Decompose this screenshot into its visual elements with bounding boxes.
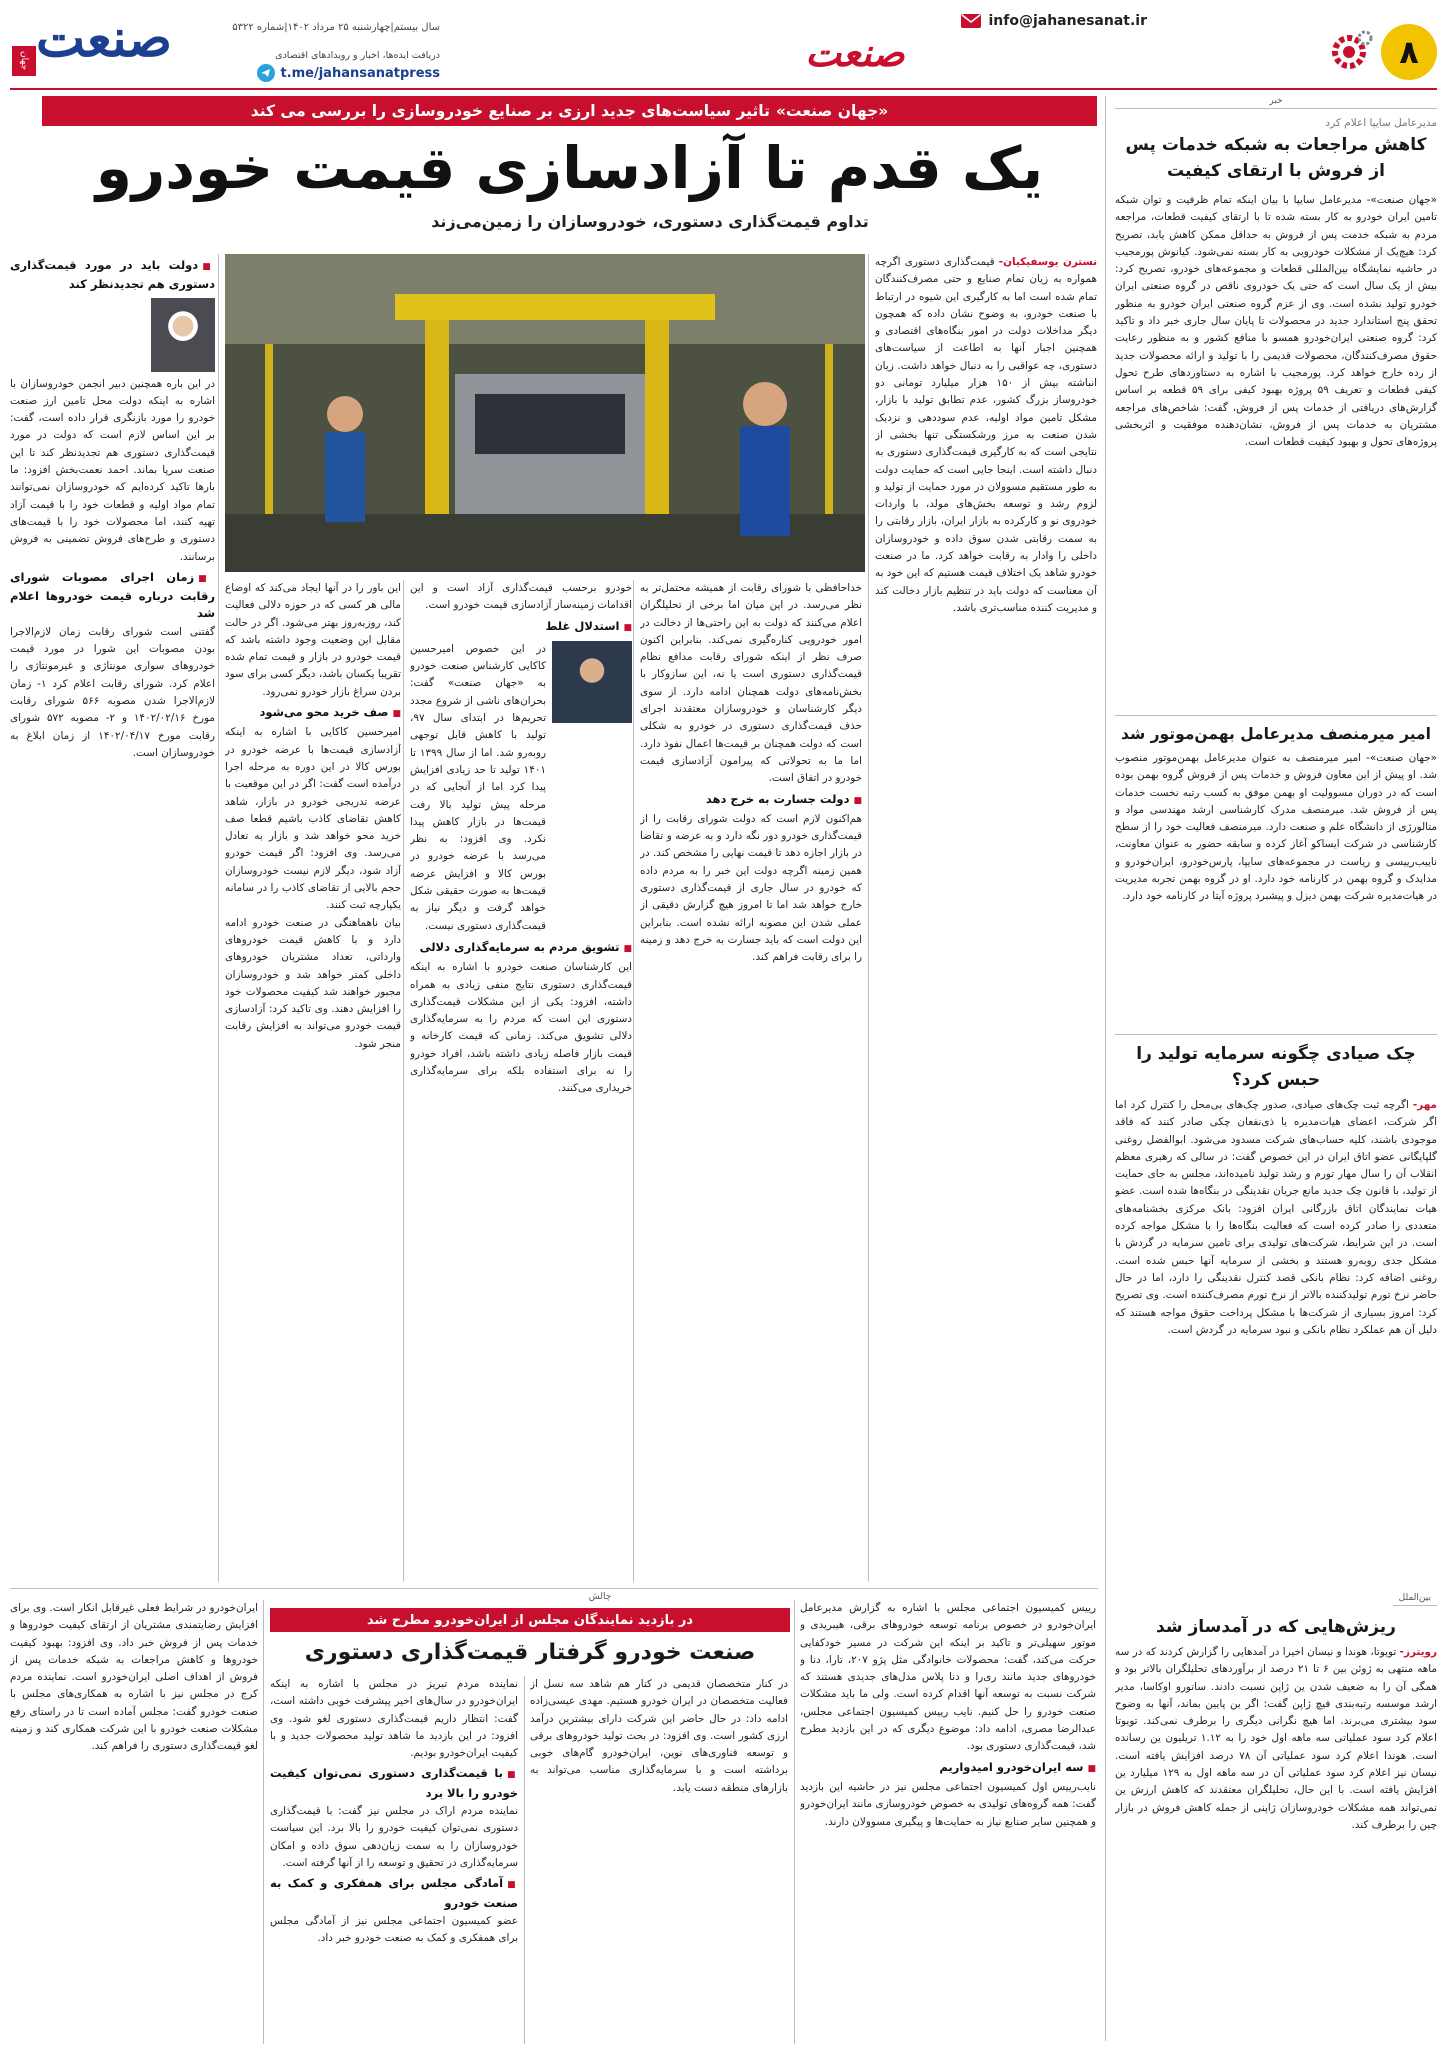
news-tag: خبر bbox=[1115, 96, 1437, 109]
assembly-line-illustration bbox=[225, 254, 865, 572]
bottom-col-a-text: رییس کمیسیون اجتماعی مجلس با اشاره به گزارش مدیرعامل ایران‌خودرو در خصوص برنامه توسعه خودروهای برقی، هیبریدی و موتور سهیلی‌تر و تاکید بر اینکه این شرکت در مسیر خودکفایی حرکت می‌کند، گفت: محصولات خانوادگی مثل پژو ۲۰۷، تارا، دنا و خودروهای جدید مانند ری‌را و دنا پلاس مدل‌های جدیدی هستند که شرکت نسبت به توسعه آنها اقدام کرده است. ولی ما باید مشکلات صنعت خودرو را حل کنیم. نایب رییس کمیسیون اجتماعی مجلس، عبدالرضا مصری، ادامه داد: موضوع دیگری که در این بازدید مطرح شد، قیمت‌گذاری دستوری بود. bbox=[800, 1602, 1096, 1753]
story3-body bbox=[1115, 1097, 1437, 1641]
bottom-col-a bbox=[800, 1600, 1096, 2044]
right-column bbox=[1115, 96, 1437, 1641]
bottom-col-c-subhead1: ■ با قیمت‌گذاری دستوری نمی‌توان کیفیت خودرو را بالا برد bbox=[270, 1765, 518, 1802]
main-subhead: تداوم قیمت‌گذاری دستوری، خودروسازان را زمین‌می‌زند bbox=[431, 212, 869, 231]
subhead-saf: ■ صف خرید محو می‌شود bbox=[225, 704, 401, 723]
story4-body bbox=[1115, 1644, 1437, 2049]
main-col4-text: این باور را در آنها ایجاد می‌کند که اوضاع مالی هر کسی که در حوزه دلالی فعالیت کند، روزبه‌روز بهتر می‌شود. اگر در حالت مقابل این وضعیت وجود داشته باشد که قیمت خودرو در بازار و قیمت تمام شده تقریبا یکسان باشد، دیگر کسی برای سود بردن سراغ بازار خودرو نمی‌رود. bbox=[225, 582, 401, 698]
story4-headline: ریزش‌هایی که در آمدساز شد bbox=[1156, 1617, 1396, 1637]
story1-kicker: مدیرعامل سایپا اعلام کرد bbox=[1325, 117, 1437, 129]
bottom-col-d bbox=[10, 1600, 258, 2044]
bottom-col-c2-text: نماینده مردم اراک در مجلس نیز گفت: با قیمت‌گذاری دستوری نمی‌توان کیفیت خودرو را بالا برد. این سیاست خودروسازان را به سمت زیان‌دهی سوق داده و امکان سرمایه‌گذاری در تحقیق و توسعه را از آنها گرفته است. bbox=[270, 1805, 518, 1869]
main-col2-text: خداحافظی با شورای رقابت از همیشه محتمل‌تر به نظر می‌رسد. در این میان اما برخی از تحلیلگران اعلام می‌کنند که دولت به این راحتی‌ها از دخالت در امور خودرویی کناره‌گیری نمی‌کند. بنابراین اکنون صرف نظر از اینکه شورای رقابت مدافع نظام قیمت‌گذاری دستوری است یا نه، این سازوکار با بخش‌نامه‌های دولت همچنان ادامه دارد. از سوی دیگر کارشناسان و خودروسازان معتقدند اجرای حذف قیمت‌گذاری دستوری در خودرو به شکلی است که دولت همچنان بر قیمت‌ها اعمال نفوذ دارد. اما ما به تحولاتی که پیرامون آزادسازی قیمت خودرو در اتفاق است. bbox=[640, 582, 862, 785]
main-col4 bbox=[225, 580, 401, 1582]
email-address[interactable]: info@jahanesanat.ir bbox=[988, 13, 1147, 29]
bottom-col-a-subhead: ■ سه ایران‌خودرو امیدواریم bbox=[800, 1759, 1096, 1778]
subhead-tashvigh: ■ تشویق مردم به سرمایه‌گذاری دلالی bbox=[410, 939, 632, 958]
bottom-col-c-subhead2: ■ آمادگی مجلس برای همفکری و کمک به صنعت خودرو bbox=[270, 1875, 518, 1912]
logo-wordmark: صنعت bbox=[36, 8, 172, 69]
main-col6 bbox=[10, 254, 215, 1582]
bottom-col-c bbox=[270, 1676, 518, 2044]
main-headline: یک قدم تا آزادسازی قیمت خودرو bbox=[95, 134, 1044, 202]
bottom-col-c-text: نماینده مردم تبریز در مجلس با اشاره به اینکه ایران‌خودرو در سال‌های اخیر پیشرفت خوبی داشته است، گفت: انتظار داریم قیمت‌گذاری دستوری لغو شود. وی افزود: در این بازدید ما شاهد تولید محصولات جدید و با کیفیت ایران‌خودرو بودیم. bbox=[270, 1678, 518, 1760]
bottom-kicker: در بازدید نمایندگان مجلس از ایران‌خودرو مطرح شد bbox=[270, 1608, 790, 1632]
main-kicker bbox=[42, 96, 1097, 126]
expert-photo bbox=[552, 641, 632, 723]
story1-headline: کاهش مراجعات به شبکه خدمات پس از فروش با ارتقای کیفیت bbox=[1125, 135, 1427, 181]
telegram-handle[interactable]: t.me/jahansanatpress bbox=[280, 65, 440, 81]
page-number: ۸ bbox=[1381, 24, 1437, 80]
bottom-col-b-text: در کنار متخصصان قدیمی در کنار هم شاهد سه نسل از فعالیت متخصصان در ایران خودرو هستیم. مهدی عیسی‌زاده ادامه داد: در حال حاضر این شرکت دارای بیشترین درآمد ارزی کشور است. وی افزود: در بحث تولید خودروهای برقی و توسعه فناوری‌های نوین، ایران‌خودرو گام‌های خوبی برداشته است و با سرمایه‌گذاری مناسب می‌تواند به بازارهای منطقه دست یابد. bbox=[530, 1678, 788, 1794]
main-col6a-text: در این باره همچنین دبیر انجمن خودروسازان با اشاره به اینکه دولت محل تامین ارز صنعت خودرو را مورد بازنگری قرار داده است، گفت: بر این اساس لازم است که دولت در مورد قیمت‌گذاری دستوری هم تجدیدنظر کند تا این صنعت سرپا بماند. احمد نعمت‌بخش افزود: ما بارها تاکید کرده‌ایم که خودروسازان نمی‌توانند تمام مواد اولیه و قطعات خود را با قیمت آزاد تهیه کنند، اما محصولات خود را با قیمت‌های دستوری و طرح‌های فروش تضمینی به فروش برسانند. bbox=[10, 377, 215, 563]
main-col2b-text: هم‌اکنون لازم است که دولت شورای رقابت را از قیمت‌گذاری خودرو دور نگه دارد و به عرضه و تقاضا در بازار اجازه دهد تا قیمت نهایی را مشخص کند. در همین زمینه اگرچه دولت این خبر را به مردم داده که خودرو در سال جاری از قیمت‌گذاری دستوری خارج خواهد شد اما تا امروز هیچ گزارش دقیقی از عملی شدن این مصوبه ارائه نشده است. بنابراین این دولت است که باید جسارت به خرج دهد و زمینه را برای رقابت فراهم کند. bbox=[640, 812, 862, 964]
story4-text: تویوتا، هوندا و نیسان اخیرا در آمدهایی را گزارش کردند که در سه ماهه منتهی به ژوئن بین ۶ تا ۲۱ درصد از برآوردهای تحلیلگران بالاتر بود و همگی آن را به ضعیف شدن ین ژاپن نسبت دادند. ساتورو اوکاسا، مدیر ارشد موسسه رتبه‌بندی فیچ ژاپن گفت: اگر ین پایین بماند، آنها به وضوح سود بیشتری می‌برند. اما هیچ نگرانی دیگری را برطرف نمی‌کند. تویوتا اعلام کرد سود عملیاتی سه ماهه اول خود را به ۱.۱۲ تریلیون ین رسانده است. هوندا اعلام کرد سود عملیاتی آن ۷۸ درصد افزایش یافته است. نیسان نیز اعلام کرد سود عملیاتی آن در سه ماهه اول به ۱۲۹ میلیارد ین افزایش یافته است. با این حال، تحلیلگران معتقدند که کاهش ارزش ین نمی‌تواند همه مشکلات خودروسازان ژاپنی از جمله کاهش فروش در بازار چین را برطرف کند. bbox=[1115, 1646, 1437, 1831]
story3-headline: چک صیادی چگونه سرمایه تولید را حبس کرد؟ bbox=[1136, 1044, 1416, 1090]
kicker-prefix: «جهان صنعت» bbox=[775, 102, 889, 120]
main-col2 bbox=[640, 580, 862, 1582]
bottom-headline: صنعت خودرو گرفتار قیمت‌گذاری دستوری bbox=[304, 1640, 756, 1665]
subhead-tajdidnazar: ■ دولت باید در مورد قیمت‌گذاری دستوری هم تجدیدنظر کند bbox=[10, 257, 215, 294]
masthead bbox=[0, 0, 1447, 88]
telegram-caption: دریافت ایده‌ها، اخبار و رویدادهای اقتصادی bbox=[275, 50, 440, 61]
main-col6b-text: گفتنی است شورای رقابت زمان لازم‌الاجرا بودن مصوبات این شورا در مورد قیمت خودروهای سواری مونتاژی و غیرمونتاژی را اعلام کرد. شورای رقابت اعلام کرد ۱- زمان لازم‌الاجرا شدن مصوبه ۵۶۶ شورای رقابت مورخ ۱۴۰۲/۰۲/۱۶ و ۲- مصوبه ۵۷۲ شورای رقابت مورخ ۱۴۰۲/۰۴/۱۷ از زمان ابلاغ به خودروسازان است. bbox=[10, 625, 215, 759]
intl-story bbox=[1115, 1585, 1437, 2049]
subhead-shoraye-reghabat: ■ زمان اجرای مصوبات شورای رقابت درباره قیمت خودروها اعلام شد bbox=[10, 569, 215, 623]
intl-tag: بین‌الملل bbox=[1393, 1593, 1437, 1606]
bottom-col-c3-text: عضو کمیسیون اجتماعی مجلس نیز از آمادگی مجلس برای همفکری و کمک به صنعت خودرو خبر داد. bbox=[270, 1914, 518, 1945]
telegram-link[interactable] bbox=[200, 64, 440, 82]
story2-headline: امیر میرمنصف مدیرعامل بهمن‌موتور شد bbox=[1121, 725, 1431, 743]
logo bbox=[12, 10, 192, 80]
main-col1-text: قیمت‌گذاری دستوری اگرچه همواره به زیان تمام صنایع و حتی مصرف‌کنندگان تمام شده است اما به کارگیری این شیوه در ارتباط با صنعت خودرو، به وضوح نشان داده که همچون دیگر مداخلات دولت در امور بنگاه‌های اقتصادی و همچنین اجبار آنها به اطاعت از سیاست‌های دستوری، چه عواقبی را به دنبال خواهد داشت. زیان انباشته بیش از ۱۵۰ هزار میلیارد تومانی دو خودروساز بزرگ کشور، عدم تطابق تولید با بازار، مشکل تامین مواد اولیه، عدم سوددهی و نزدیک شدن صنعت به مرز ورشکستگی تنها بخشی از نتایجی است که به کارگیری قیمت‌گذاری دستوری به دنبال داشته است. اینجا جایی است که حمایت دولت به طور مستقیم مسوولان در مورد حمایت از تولید و لزوم رشد و توسعه بخش‌های مولد، با واردات خودروی نو و کارکرده به بازار ایران، بازار رقابتی را به سمت رقابتی شدن سوق داده و خودروسازان داخلی را وادار به رقابت خواهد کرد. ما در صنعت خودرو شاهد یک اختلاف قیمت هستیم که این خود به آن معناست که دولت باید در تنظیم بازار دخالت کند و مدیریت کننده مناسب‌تری باشد. bbox=[875, 256, 1097, 614]
main-col5-text: بیان ناهماهنگی در صنعت خودرو ادامه دارد و با کاهش قیمت خودروهای وارداتی، تعداد مشتریان خودروهای داخلی کمتر خواهد شد و خودروسازان مجبور خواهند شد کیفیت محصولات خود را افزایش دهند. وی تاکید کرد: آزادسازی قیمت خودرو می‌تواند به افزایش رقابت منجر شود. bbox=[225, 916, 401, 1050]
logo-badge: جهان bbox=[12, 46, 36, 76]
story1-body: «جهان صنعت»- مدیرعامل سایپا با بیان اینکه تمام ظرفیت و توان شبکه تامین ایران خودرو به کار بسته شده تا با ارتقای کیفیت قطعات، مراجعه مردم به شبکه خدمت پس از فروش به حداقل ممکن کاهش یابد، تصریح کرد: هیچ‌یک از مشکلات خودرویی به کار بسته نمی‌شود. کیانوش پورمجیب در حاشیه نمایشگاه بین‌المللی قطعات و مجموعه‌های خودرو، تصریح کرد: بیش از یک سال است که حتی یک خودروی ناقص در گروه صنعتی ایران خودرو تولید نشده است. وی از عزم گروه صنعتی ایران خودرو به منظور تحقق پنج استاندارد جدید در محصولات تا پایان سال جاری خبر داد و تاکید کرد: گروه صنعتی ایران‌خودرو همسو با منافع کشور و به منظور رعایت حقوق مصرف‌کنندگان، محصولات قدیمی را با تولید و ارائه محصولات جدید از رده خارج خواهد کرد. پورمجیب با اشاره به دستاوردهای طرح تحول کیفی قطعات و تعریف ۵۹ پروژه بهبود کیفی برای ۵۹ قطعه بر اساس گزارش‌های دریافتی از خدمات پس از فروش، گفت: شاخص‌های مراجعه مشتریان به خدمات پس از فروش، نشان‌دهنده موفقیت و اثربخشی پروژه‌های تحول و بهبود کیفیت قطعات است. bbox=[1115, 194, 1437, 449]
issue-line: سال بیستم|چهارشنبه ۲۵ مرداد ۱۴۰۲|شماره ۵۳۲۲ bbox=[232, 22, 440, 33]
main-col3b-text: در این خصوص امیرحسین کاکایی کارشناس صنعت خودرو به «جهان صنعت» گفت: بحران‌های ناشی از شروع مجدد تحریم‌ها در ابتدای سال ۹۷، تولید با کاهش قابل توجهی روبه‌رو شد. اما از سال ۱۳۹۹ تا ۱۴۰۱ تولید تا حد زیادی افزایش پیدا کرد اما از آنجایی که در مرحله پیش تولید بالا رفت قیمت‌ها در بازار کاهش پیدا نکرد. وی افزود: به نظر می‌رسد با عرضه خودرو در بورس کالا و افزایش عرضه قیمت‌ها به صورت حقیقی شکل خواهد گرفت و دیگر نیاز به قیمت‌گذاری دستوری نیست. bbox=[410, 642, 546, 932]
subhead-dolat-jasarat: ■ دولت جسارت به خرج دهد bbox=[640, 791, 862, 810]
main-col4b-text: امیرحسین کاکایی با اشاره به اینکه آزادسازی قیمت‌ها با عرضه خودرو در بورس کالا در این دوره به مرحله اجرا درآمده است گفت: اگر در این موقعیت با عرضه تدریجی خودرو در بازار، شاهد کاهش تقاضای کاذب باشیم قطعا صف خرید محو خواهد شد و بازار به تعادل می‌رسد. وی افزود: اگر قیمت خودرو آزاد شود، دیگر لازم نیست خودروسازان حجم بالایی از تقاضای کاذب را در سامانه یکپارچه ثبت کنند. bbox=[225, 726, 401, 912]
story2-body: «جهان صنعت»- امیر میرمنصف به عنوان مدیرعامل بهمن‌موتور منصوب شد. او پیش از این معاون فروش و خدمات پس از فروش گروه بهمن بوده است که در دوران مسوولیت او بهمن موفق به کسب رتبه نخست خدمات پس از فروش شد. میرمنصف مدرک کارشناسی ارشد مهندسی مواد و متالورژی از دانشگاه علم و صنعت دارد. میرمنصف فعالیت خود را از سطح کارشناسی در شرکت ایساکو آغاز کرده و سابقه حضور به عنوان معاونت، ناییب‌رییسی و ریاست در مجموعه‌های سایپا، پارس‌خودرو، ایران‌خودرو و مدایدک و گروه بهمن در کارنامه خود دارد. او در گروه بهمن تجربه مدیریت در هیات‌مدیره شرکت بهمن دیزل و پیشبرد پروژه آیتا در کارنامه خود دارد. bbox=[1115, 752, 1437, 903]
story3-text: اگرچه ثبت چک‌های صیادی، صدور چک‌های بی‌محل را کنترل کرد اما اگر شرکت، اعضای هیات‌مدیره یا ذی‌نفعان چکی صادر کنند که فاقد موجودی باشند، کلیه حساب‌های شرکت مسدود می‌شود. ابوالفضل روغنی گلپایگانی عضو اتاق ایران در این خصوص گفت: در سالی که رهبری معظم انقلاب آن را سال مهار تورم و رشد تولید نامیده‌اند، مجلس به جای حمایت از تولید، با قانون چک جدید مانع جریان نقدینگی در بنگاه‌ها شده است. عضو هیات نمایندگان اتاق بازرگانی ایران افزود: بانک مرکزی بخشنامه‌های متعددی را صادر کرده است که فعالیت بنگاه‌ها را با مشکل مواجه کرده است. در این شرایط، شرکت‌های تولیدی برای تامین سرمایه در گردش با مشکل جدی روبه‌رو هستند و بخشی از سرمایه آنها حبس شده است. روغنی اضافه کرد: نظام بانکی قصد کنترل نقدینگی را دارد، اما در حال حاضر نرخ تورم تولیدکننده بالاتر از نرخ تورم مصرف‌کننده است. وی تصریح کرد: امروز بسیاری از شرکت‌ها با مشکل پرداخت حقوق مواجه هستند که دلیل آن هم عملکرد نظام بانکی و نبود سرمایه در گردش است. bbox=[1115, 1099, 1437, 1336]
bottom-tag: چالش bbox=[588, 1592, 612, 1602]
factory-photo bbox=[225, 254, 865, 572]
mail-icon bbox=[960, 12, 982, 30]
main-col3c-text: این کارشناسان صنعت خودرو با اشاره به اینکه قیمت‌گذاری دستوری نتایج منفی زیادی به همراه داشته، افزود: یکی از این مشکلات قیمت‌گذاری دستوری این است که مردم را به سرمایه‌گذاری دلالی تشویق می‌کند. زمانی که قیمت کارخانه و قیمت بازار فاصله زیادی داشته باشد، افراد خودرو را نه برای استفاده بلکه برای سرمایه‌گذاری خریداری می‌کنند. bbox=[410, 961, 632, 1095]
kicker-text: تاثیر سیاست‌های جدید ارزی بر صنایع خودروسازی را بررسی می کند bbox=[250, 102, 770, 120]
main-col1 bbox=[875, 254, 1097, 1582]
main-byline: نسترن یوسفیکیان- bbox=[998, 256, 1097, 268]
section-title: صنعت bbox=[805, 30, 905, 75]
bottom-col-b bbox=[530, 1676, 788, 2044]
bottom-col-d-text: ایران‌خودرو در شرایط فعلی غیرقابل انکار است. وی برای افزایش رضایتمندی مشتریان از ارتقای کیفیت خودروها و خدمات پس از فروش خبر داد. وی افزود: بهبود کیفیت خودروها و کاهش مراجعات به شبکه خدمات پس از فروش از اهداف اصلی ایران‌خودرو است. نماینده مردم کرج در مجلس نیز با اشاره به همکاری‌های مجلس با صنعت خودرو گفت: مجلس آماده است تا در راستای رفع مشکلات صنعت خودرو با این شرکت همکاری کند و زمینه لغو قیمت‌گذاری دستوری را فراهم کند. bbox=[10, 1602, 258, 1753]
main-col3 bbox=[410, 580, 632, 1582]
main-col3-text: خودرو برحسب قیمت‌گذاری آزاد است و این اقدامات زمینه‌ساز آزادسازی قیمت خودرو است. bbox=[410, 582, 632, 612]
bottom-col-a2-text: نایب‌رییس اول کمیسیون اجتماعی مجلس نیز در حاشیه این بازدید گفت: همه گروه‌های تولیدی به خصوص خودروسازی مانند ایران‌خودرو و همچنین سایر صنایع نیاز به حمایت‌ها و پیگیری مسوولان دارند. bbox=[800, 1780, 1096, 1828]
subhead-estedlal: ■ استدلال غلط bbox=[410, 618, 632, 637]
email-block bbox=[957, 8, 1147, 34]
gear-icon bbox=[1329, 28, 1373, 72]
story4-byline: رویترز- bbox=[1399, 1646, 1437, 1658]
telegram-icon bbox=[257, 64, 275, 82]
story3-byline: مهر- bbox=[1412, 1099, 1437, 1111]
namatbakhsh-photo bbox=[151, 298, 215, 372]
